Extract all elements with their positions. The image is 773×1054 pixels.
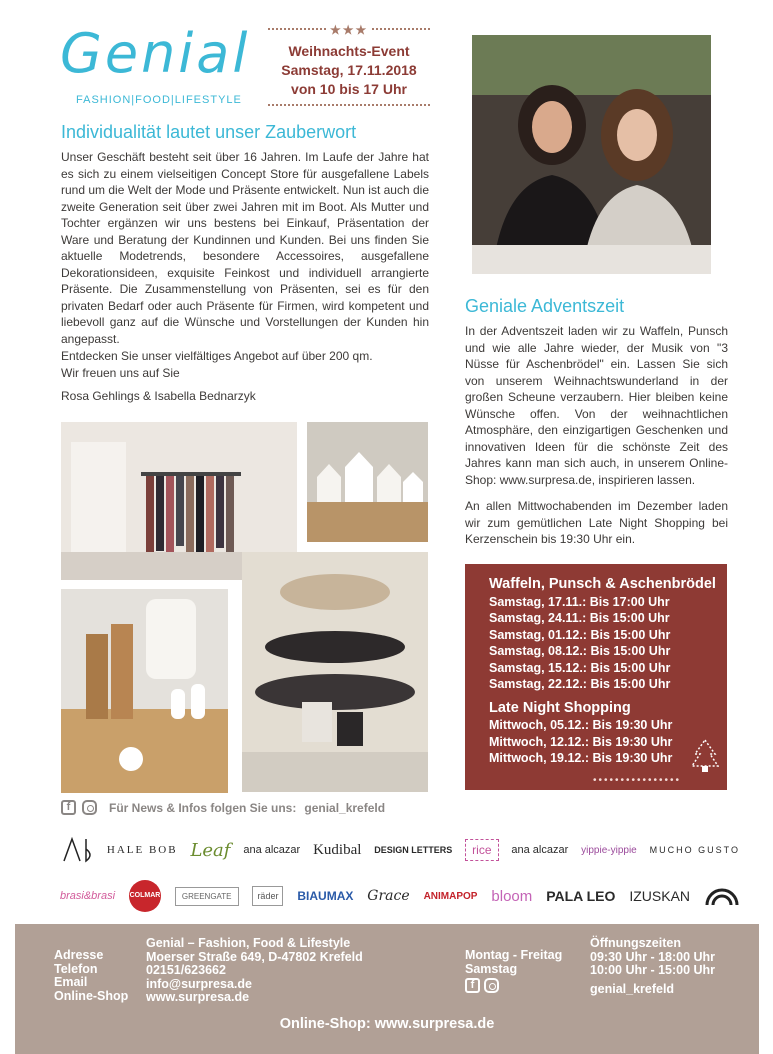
opening-hours (590, 937, 715, 978)
brand-logo: Kudibal (313, 841, 362, 858)
event-box (268, 23, 430, 106)
schedule-row: Samstag, 24.11.: Bis 15:00 Uhr (489, 611, 670, 626)
closing-lines (61, 348, 429, 381)
event-date: Samstag, 17.11.2018 (281, 62, 417, 78)
schedule-row: Mittwoch, 19.12.: Bis 19:30 Uhr (489, 751, 673, 766)
dotted-divider: •••••••••••••••• (593, 775, 682, 786)
heading-advent: Geniale Adventszeit (465, 296, 625, 316)
shop-value[interactable]: www.surpresa.de (146, 990, 250, 1004)
brand-logo: DESIGN LETTERS (374, 845, 453, 855)
brand-logo: brasi&brasi (60, 890, 116, 902)
footer-social-icons (465, 978, 499, 993)
social-handle[interactable]: genial_krefeld (304, 800, 386, 815)
closing-line-2: Wir freuen uns auf Sie (61, 365, 180, 380)
opening-days (465, 949, 562, 976)
heading-individuality: Individualität lautet unser Zauberwort (61, 122, 357, 142)
schedule-row: Samstag, 22.12.: Bis 15:00 Uhr (489, 677, 671, 692)
days-weekdays: Montag - Freitag (465, 948, 563, 962)
hours-title: Öffnungszeiten (590, 936, 681, 950)
footer (15, 924, 759, 1054)
schedule-row: Samstag, 17.11.: Bis 17:00 Uhr (489, 595, 670, 609)
brand-logo: Leaf (190, 839, 231, 861)
schedule-row: Mittwoch, 12.12.: Bis 19:30 Uhr (489, 734, 673, 749)
brand-logo: ana alcazar (243, 844, 301, 856)
houses-illustration (307, 422, 428, 542)
advent-paragraph: In der Adventszeit laden wir zu Waffeln, Punsch und wie alle Jahre wieder, der Musik von "3 Nüsse für Aschenbrödel" ein. Lassen Sie sich von unserem Weihnachtswunderland in der großen Scheune verzaubern. Hier bleiben keine Wünsche offen. Von der weihnachtlichen Atmosphäre, den einzigartigen Geschenken und innovativen Ideen für die schönste Zeit des Jahres kann man sich auch, in unserem Online-Shop: www.surpresa.de, inspirieren lassen. (465, 324, 728, 487)
hours-weekdays: 09:30 Uhr - 18:00 Uhr (590, 949, 716, 964)
brand-logo: rice (465, 839, 498, 861)
home-decor-photo (61, 589, 228, 793)
footer-labels (54, 949, 128, 1003)
facebook-icon[interactable]: f (465, 978, 480, 993)
brand-logo: Grace (367, 888, 410, 904)
online-shop-link[interactable]: Online-Shop: www.surpresa.de (279, 1016, 495, 1032)
schedule-box (465, 564, 727, 790)
social-text: Für News & Infos folgen Sie uns: (109, 800, 297, 815)
christmas-tree-icon (691, 738, 719, 774)
email-value[interactable]: info@surpresa.de (146, 976, 252, 991)
social-follow (61, 800, 385, 815)
brand-logo: PALA LEO (546, 888, 616, 904)
logo-tagline: FASHION|FOOD|LIFESTYLE (76, 94, 242, 106)
label-email: Email (54, 975, 88, 989)
schedule-row: Samstag, 01.12.: Bis 15:00 Uhr (489, 627, 671, 642)
tableware-illustration (242, 552, 428, 792)
late-night-paragraph: An allen Mittwochabenden im Dezember laden wir zum gemütlichen Late Night Shopping bei Kerzenschein bis 19:30 Uhr ein. (465, 499, 728, 546)
closing-line-1: Entdecken Sie unser vielfältiges Angebot auf über 200 qm. (61, 349, 373, 363)
brand-logo: COLMAR (129, 880, 161, 912)
owners-illustration (472, 35, 711, 274)
logo-wordmark: Genial (60, 22, 251, 85)
brand-logos (60, 830, 740, 922)
event-title: Weihnachts-Event (288, 43, 410, 59)
hours-saturday: 10:00 Uhr - 15:00 Uhr (590, 963, 716, 977)
footer-instagram-handle[interactable]: genial_krefeld (590, 982, 675, 996)
ab-brand-icon (60, 837, 94, 863)
brand-logo: ANIMAPOP (423, 890, 478, 902)
brand-logo: IZUSKAN (629, 888, 691, 904)
instagram-icon[interactable] (82, 800, 97, 815)
footer-values (146, 937, 363, 1005)
label-phone: Telefon (54, 961, 98, 976)
schedule-title-late-night: Late Night Shopping (489, 700, 631, 717)
brand-logo: HALE BOB (106, 844, 178, 856)
phone-value[interactable]: 02151/623662 (146, 963, 226, 977)
decor-illustration (61, 589, 228, 793)
brand-logo: yippie-yippie (581, 844, 637, 856)
brand-logo: ana alcazar (511, 844, 569, 856)
label-address: Adresse (54, 948, 104, 962)
signature: Rosa Gehlings & Isabella Bednarzyk (61, 389, 256, 403)
intro-paragraph: Unser Geschäft besteht seit über 16 Jahren. Im Laufe der Jahre hat es sich zu einem vielseitigen Concept Store für ausgefallene Labels rund um die Welt der Mode und Präsente entwickelt. Nun ist auch die zweite Generation seit über zwei Jahren mit im Boot. Als Mutter und Tochter ergänzen wir uns bestens bei Einkauf, Präsentation der Ware und Beratung der Kundinnen und Kunden. Bei uns finden Sie aktuelle Modetrends, besondere Accessoires, ausgefallene Dekorationsideen, exquisite Feinkost und individuell arrangierte Präsente. Die Zusammenstellung von Präsenten, sei es für den privaten Bedarf oder auch Präsente für Firmen, wird kompetent und liebevoll ganz auf die Wünsche und Vorstellungen der Kunden hin angepasst. (61, 150, 429, 346)
brand-row-1 (60, 830, 740, 870)
brand-logo: MUCHO GUSTO (649, 845, 740, 855)
owners-photo (472, 35, 711, 274)
company-name: Genial – Fashion, Food & Lifestyle (146, 936, 351, 950)
brand-logo: BIAUMAX (297, 889, 354, 903)
facebook-icon[interactable]: f (61, 800, 76, 815)
instagram-icon[interactable] (484, 978, 499, 993)
brand-logo: GREENGATE (175, 887, 239, 906)
schedule-title-waffles: Waffeln, Punsch & Aschenbrödel (489, 576, 716, 592)
stars-icon: ★★★ (326, 21, 372, 40)
schedule-row: Samstag, 15.12.: Bis 15:00 Uhr (489, 660, 671, 675)
rainbow-brand-icon (704, 885, 740, 907)
days-saturday: Samstag (465, 961, 518, 976)
tableware-photo (242, 552, 428, 792)
address-value: Moerser Straße 649, D-47802 Krefeld (146, 949, 363, 964)
houses-photo (307, 422, 428, 542)
brand-logo: räder (252, 886, 283, 906)
brand-row-2 (60, 876, 740, 916)
brand-logo: bloom (491, 887, 533, 905)
label-shop: Online-Shop (54, 988, 129, 1003)
event-time: von 10 bis 17 Uhr (291, 81, 407, 97)
schedule-row: Samstag, 08.12.: Bis 15:00 Uhr (489, 644, 671, 659)
schedule-row: Mittwoch, 05.12.: Bis 19:30 Uhr (489, 718, 673, 733)
